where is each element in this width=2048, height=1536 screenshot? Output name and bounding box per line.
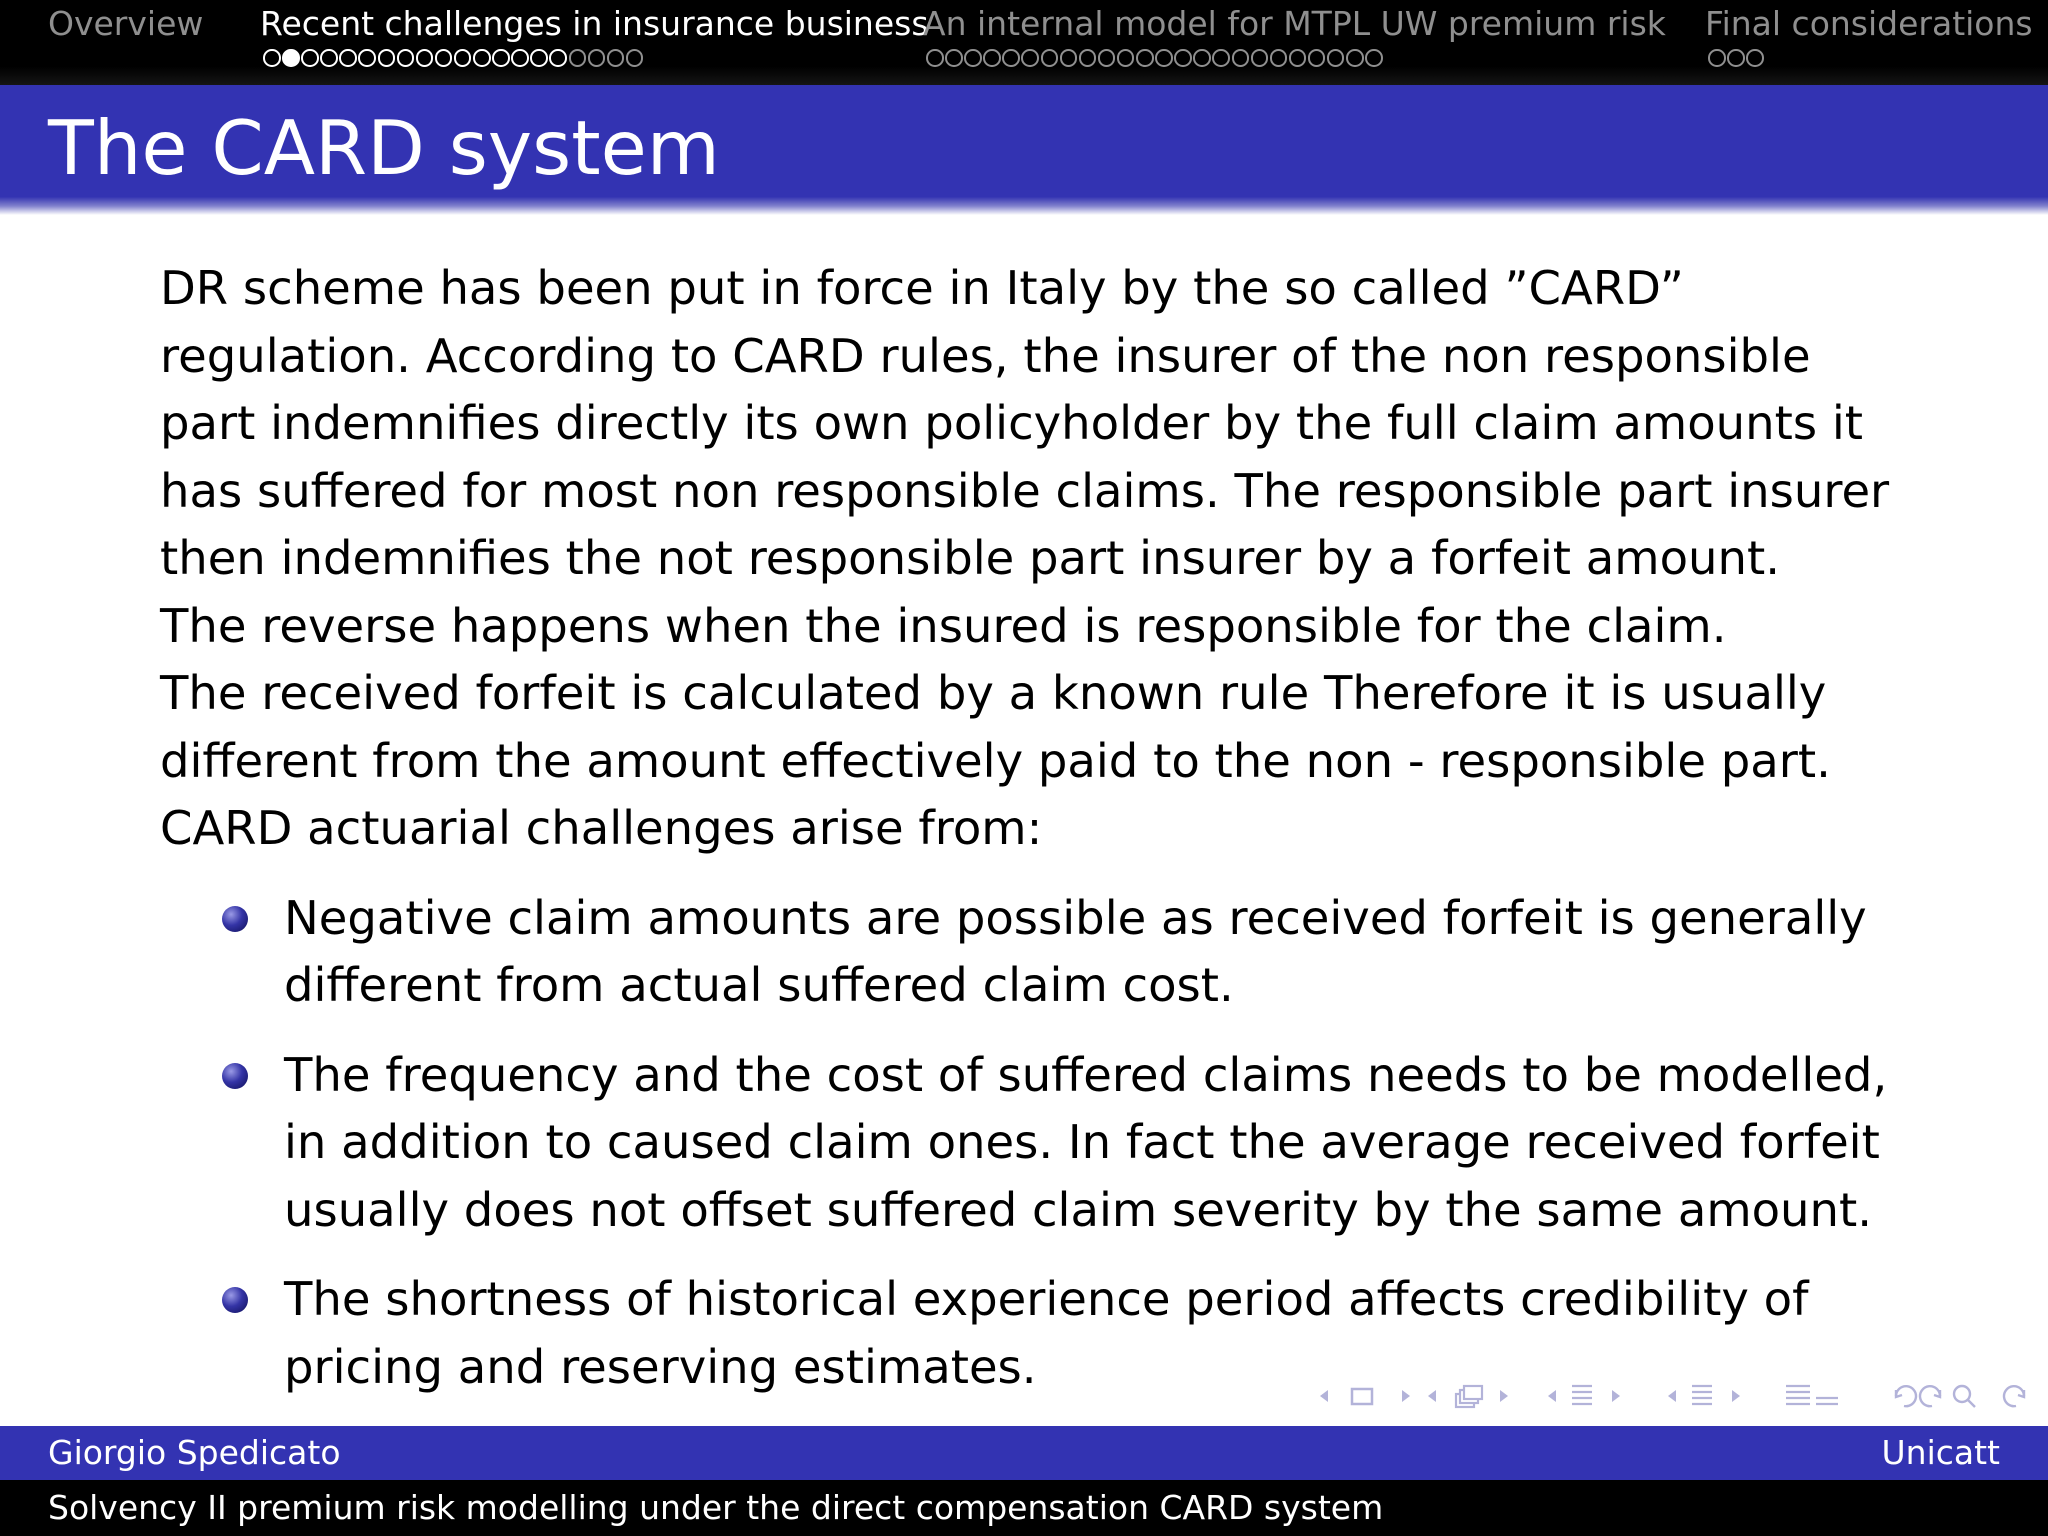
list-item-text: The frequency and the cost of suffered claims needs to be modelled, in addition to caused claim ones. In fact the average received forfeit usually does not offset suffered claim severity by the same amount.	[284, 1047, 1888, 1237]
nav-document-icon[interactable]	[1780, 1378, 1890, 1414]
frame-dot-icon[interactable]	[549, 49, 567, 67]
frame-dots	[1708, 49, 1764, 71]
bullet-ball-icon	[222, 1063, 248, 1089]
frame-dot-icon[interactable]	[492, 49, 510, 67]
frame-dot-icon[interactable]	[1727, 49, 1745, 67]
frame-dot-icon[interactable]	[1174, 49, 1192, 67]
frame-dot-icon[interactable]	[926, 49, 944, 67]
nav-subsection-icon[interactable]	[1420, 1378, 1540, 1414]
list-item	[160, 885, 1900, 1020]
frame-dot-icon[interactable]	[1079, 49, 1097, 67]
footer-title-bar	[0, 1480, 2048, 1536]
frame-dot-icon[interactable]	[1746, 49, 1764, 67]
slide-body	[160, 255, 1900, 1423]
frame-dot-icon[interactable]	[588, 49, 606, 67]
footer-author: Giorgio Spedicato	[48, 1433, 341, 1472]
frame-dot-icon[interactable]	[263, 49, 281, 67]
frame-dot-icon[interactable]	[1270, 49, 1288, 67]
frame-dot-icon[interactable]	[1155, 49, 1173, 67]
frame-dot-icon[interactable]	[282, 49, 300, 67]
frame-dot-icon[interactable]	[435, 49, 453, 67]
frame-dot-icon[interactable]	[1212, 49, 1230, 67]
footer-author-bar	[0, 1426, 2048, 1480]
frame-title-bar	[0, 85, 2048, 215]
frame-dot-icon[interactable]	[1232, 49, 1250, 67]
frame-dot-icon[interactable]	[1308, 49, 1326, 67]
frame-dot-icon[interactable]	[1193, 49, 1211, 67]
frame-dot-icon[interactable]	[454, 49, 472, 67]
frame-dot-icon[interactable]	[1708, 49, 1726, 67]
frame-dot-icon[interactable]	[473, 49, 491, 67]
nav-search-icon[interactable]	[2000, 1378, 2034, 1414]
nav-frame-icon[interactable]	[1310, 1378, 1420, 1414]
intro-paragraph: DR scheme has been put in force in Italy by the so called ”CARD” regulation. According to CARD rules, the insurer of the non responsible part indemnifies directly its own policyholder by the full claim amounts it has suffered for most non responsible claims. The responsible part insurer then indemnifies the not responsible part insurer by a forfeit amount. The reverse happens when the insured is responsible for the claim. The received forfeit is calculated by a known rule Therefore it is usually different from the amount effectively paid to the non - responsible part. CARD actuarial challenges arise from:	[160, 261, 1890, 855]
nav-back-forward-icon[interactable]	[1890, 1378, 2000, 1414]
bullet-ball-icon	[222, 1287, 248, 1313]
frame-dot-icon[interactable]	[1365, 49, 1383, 67]
frame-dot-icon[interactable]	[397, 49, 415, 67]
frame-dot-icon[interactable]	[1021, 49, 1039, 67]
frame-dot-icon[interactable]	[626, 49, 644, 67]
footer-institute: Unicatt	[1881, 1433, 2000, 1472]
frame-dot-icon[interactable]	[569, 49, 587, 67]
frame-dot-icon[interactable]	[607, 49, 625, 67]
bullet-ball-icon	[222, 906, 248, 932]
frame-dots	[263, 49, 643, 71]
frame-dot-icon[interactable]	[301, 49, 319, 67]
nav-section-title[interactable]: An internal model for MTPL UW premium risk	[923, 4, 1666, 43]
frame-dot-icon[interactable]	[339, 49, 357, 67]
page-title: The CARD system	[48, 104, 720, 192]
frame-dot-icon[interactable]	[1327, 49, 1345, 67]
nav-subsection-list-icon[interactable]	[1660, 1378, 1780, 1414]
frame-dot-icon[interactable]	[1041, 49, 1059, 67]
list-item	[160, 1042, 1900, 1245]
frame-dot-icon[interactable]	[1060, 49, 1078, 67]
frame-dot-icon[interactable]	[1251, 49, 1269, 67]
list-item-text: The shortness of historical experience period affects credibility of pricing and reserving estimates.	[284, 1272, 1809, 1394]
frame-dot-icon[interactable]	[1117, 49, 1135, 67]
frame-dot-icon[interactable]	[1002, 49, 1020, 67]
frame-dot-icon[interactable]	[1136, 49, 1154, 67]
navigation-symbols	[1310, 1378, 2034, 1414]
frame-dot-icon[interactable]	[358, 49, 376, 67]
frame-dot-icon[interactable]	[378, 49, 396, 67]
frame-dot-icon[interactable]	[511, 49, 529, 67]
list-item-text: Negative claim amounts are possible as received forfeit is generally different from actual suffered claim cost.	[284, 890, 1867, 1012]
frame-dot-icon[interactable]	[1289, 49, 1307, 67]
frame-dot-icon[interactable]	[945, 49, 963, 67]
frame-dot-icon[interactable]	[1098, 49, 1116, 67]
frame-dot-icon[interactable]	[983, 49, 1001, 67]
nav-section-title[interactable]: Overview	[48, 4, 204, 43]
frame-dot-icon[interactable]	[1346, 49, 1364, 67]
section-navigation-bar	[0, 0, 2048, 85]
nav-section-title[interactable]: Final considerations	[1705, 4, 2033, 43]
frame-dot-icon[interactable]	[416, 49, 434, 67]
frame-dot-icon[interactable]	[964, 49, 982, 67]
challenge-list	[160, 885, 1900, 1402]
footer-talk-title: Solvency II premium risk modelling under the direct compensation CARD system	[48, 1488, 1384, 1527]
nav-section-icon[interactable]	[1540, 1378, 1660, 1414]
frame-dots	[926, 49, 1383, 71]
frame-dot-icon[interactable]	[530, 49, 548, 67]
frame-dot-icon[interactable]	[320, 49, 338, 67]
nav-section-title[interactable]: Recent challenges in insurance business	[260, 4, 929, 43]
